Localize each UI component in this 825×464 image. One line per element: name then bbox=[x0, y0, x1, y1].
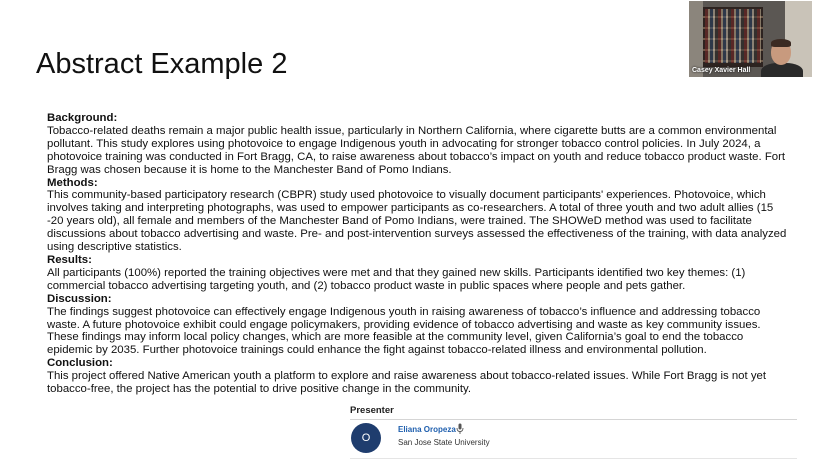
presenter-divider-bottom bbox=[350, 458, 797, 459]
participant-video-tile[interactable] bbox=[689, 1, 812, 77]
discussion-text: The findings suggest photovoice can effectively engage Indigenous youth in raising awareness of tobacco’s influence and addressing tobacco waste. A future photovoice exhibit could engage policymakers, providing evidence of tobacco advertising and waste as key community issues. These findings may inform local policy changes, which are more feasible at the community level, given California’s goal to end the tobacco epidemic by 2035. Further photovoice trainings could enhance the fight against tobacco-related illness and environmental pollution. bbox=[47, 305, 761, 357]
participant-body bbox=[761, 63, 803, 77]
conclusion-text: This project offered Native American youth a platform to explore and raise awareness about tobacco-related issues. While Fort Bragg is not yet tobacco-free, the project has the potential to drive positive change in the community. bbox=[47, 370, 767, 396]
presenter-divider bbox=[350, 419, 797, 420]
background-heading: Background bbox=[47, 112, 114, 124]
background-text: Tobacco-related deaths remain a major public health issue, particularly in Northern California, where cigarette butts are a common environmental pollutant. This study explores using photovoice to engage Indigenous youth in advocating for stronger tobacco control policies. In July 2024, a photovoice training was conducted in Fort Bragg, CA, to raise awareness about tobacco’s impact on youth and reduce tobacco product waste. Fort Bragg was chosen because it is home to the Manchester Band of Pomo Indians. bbox=[47, 124, 786, 176]
video-background-wall bbox=[689, 1, 703, 77]
methods-text: This community-based participatory research (CBPR) study used photovoice to visually document participants' experiences. Photovoice, which involves taking and interpreting photographs, was used to empower participants as co-researchers. A total of three youth and two adult allies (15 -20 years old), all female and members of the Manchester Band of Pomo Indians, were trained. The SHOWeD method was used to facilitate discussions about tobacco advertising and waste. Pre- and post-intervention surveys assessed the effectiveness of the training, with data analyzed using descriptive statistics. bbox=[47, 189, 787, 254]
participant-name: Casey Xavier Hall bbox=[692, 67, 751, 74]
results-text: All participants (100%) reported the training objectives were met and that they gained new skills. Participants identified two key themes: (1) commercial tobacco advertising targeting youth, and (2) tobacco product waste in public spaces where people and pets gather. bbox=[47, 266, 746, 292]
conclusion-heading: Conclusion bbox=[47, 357, 110, 370]
results-heading: Results bbox=[47, 253, 89, 266]
discussion-heading: Discussion bbox=[47, 292, 108, 305]
microphone-icon bbox=[456, 423, 464, 435]
participant-hair bbox=[771, 39, 791, 47]
video-books bbox=[705, 9, 761, 63]
presenter-organization: San Jose State University bbox=[398, 438, 490, 447]
methods-heading: Methods bbox=[47, 176, 94, 189]
slide-title: Abstract Example 2 bbox=[36, 48, 288, 80]
presenter-avatar[interactable]: O bbox=[351, 423, 381, 453]
presenter-name-link[interactable]: Eliana Oropeza bbox=[398, 425, 456, 434]
abstract-body: Background: Tobacco-related deaths remain a major public health issue, particularly in Northern California, where cigarette butts are a common environmental pollutant. This study explores using photovoice to engage Indigenous youth in advocating for stronger tobacco control policies. In July 2024, a photovoice training was conducted in Fort Bragg, CA, to raise awareness about tobacco’s impact on youth and reduce tobacco product waste. Fort Bragg was chosen because it is home to the Manchester Band of Pomo Indians. Methods: This community-based participatory research (CBPR) study used photovoice to visually document participants' experiences. Photovoice, which involves taking and interpreting photographs, was used to empower participants as co-researchers. A total of three youth and two adult allies (15 -20 years old), all female and members of the Manchester Band of Pomo Indians, were trained. The SHOWeD method was used to facilitate discussions about tobacco advertising and waste. Pre- and post-intervention surveys assessed the effectiveness of the training, with data analyzed using descriptive statistics. Results: All participants (100%) reported the training objectives were met and that they gained new skills. Participants identified two key themes: (1) commercial tobacco advertising targeting youth, and (2) tobacco product waste in public spaces where people and pets gather. Discussion: The findings suggest photovoice can effectively engage Indigenous youth in raising awareness of tobacco’s influence and addressing tobacco waste. A future photovoice exhibit could engage policymakers, providing evidence of tobacco advertising and waste as key community issues. These findings may inform local policy changes, which are more feasible at the community level, given California’s goal to end the tobacco epidemic by 2035. Further photovoice trainings could enhance the fight against tobacco-related illness and environmental pollution. Conclusion: This project offered Native American youth a platform to explore and raise awareness about tobacco-related issues. While Fort Bragg is not yet tobacco-free, the project has the potential to drive positive change in the community. bbox=[47, 112, 789, 396]
presenter-label: Presenter bbox=[350, 405, 394, 416]
